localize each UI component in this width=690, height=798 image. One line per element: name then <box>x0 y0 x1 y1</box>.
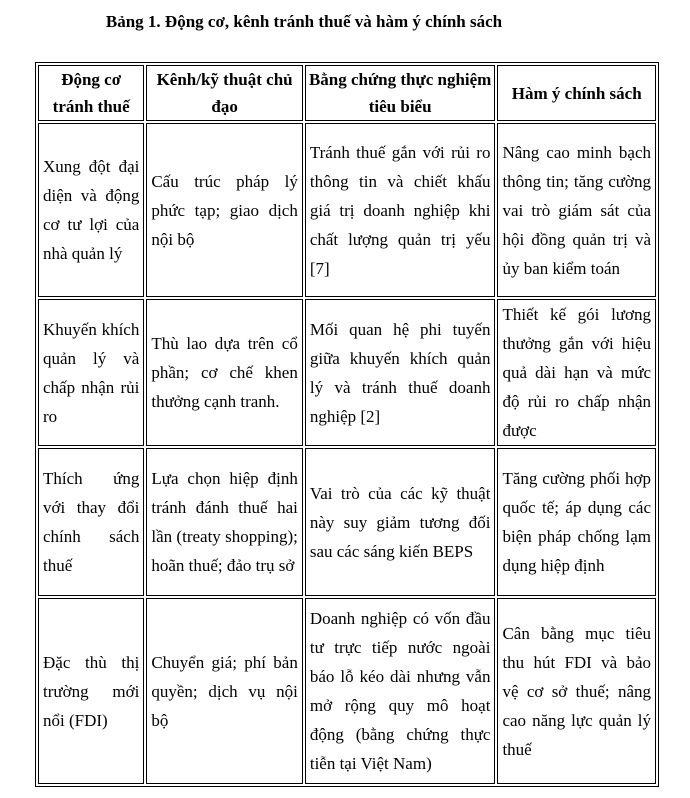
table-row <box>38 123 656 297</box>
header-row <box>38 65 656 121</box>
table-row <box>38 598 656 784</box>
table-cell: Chuyển giá; phí bản quyền; dịch vụ nội bộ <box>146 598 303 784</box>
table-row <box>38 448 656 596</box>
table-cell: Thiết kế gói lương thưởng gắn với hiệu quả dài hạn và mức độ rủi ro chấp nhận được <box>497 299 656 446</box>
table-cell: Khuyến khích quản lý và chấp nhận rủi ro <box>38 299 144 446</box>
column-header-policy: Hàm ý chính sách <box>497 65 656 121</box>
table-cell: Xung đột đại diện và động cơ tư lợi của nhà quản lý <box>38 123 144 297</box>
table-cell: Doanh nghiệp có vốn đầu tư trực tiếp nước ngoài báo lỗ kéo dài nhưng vẫn mở rộng quy mô hoạt động (bằng chứng thực tiễn tại Việt Nam) <box>305 598 496 784</box>
table-cell: Nâng cao minh bạch thông tin; tăng cường vai trò giám sát của hội đồng quản trị và ủy ban kiểm toán <box>497 123 656 297</box>
data-table <box>35 62 659 787</box>
table-cell: Cân bằng mục tiêu thu hút FDI và bảo vệ cơ sở thuế; nâng cao năng lực quản lý thuế <box>497 598 656 784</box>
column-header-motive: Động cơ tránh thuế <box>38 65 144 121</box>
table-cell: Cấu trúc pháp lý phức tạp; giao dịch nội bộ <box>146 123 303 297</box>
table-cell: Thù lao dựa trên cổ phần; cơ chế khen thưởng cạnh tranh. <box>146 299 303 446</box>
table-caption: Bảng 1. Động cơ, kênh tránh thuế và hàm ý chính sách <box>105 12 503 31</box>
column-header-evidence: Bằng chứng thực nghiệm tiêu biểu <box>305 65 496 121</box>
table-cell: Vai trò của các kỹ thuật này suy giảm tương đối sau các sáng kiến BEPS <box>305 448 496 596</box>
column-header-channel: Kênh/kỹ thuật chủ đạo <box>146 65 303 121</box>
table-cell: Tránh thuế gắn với rủi ro thông tin và chiết khấu giá trị doanh nghiệp khi chất lượng quản trị yếu [7] <box>305 123 496 297</box>
table-row <box>38 299 656 446</box>
table-cell: Mối quan hệ phi tuyến giữa khuyến khích quản lý và tránh thuế doanh nghiệp [2] <box>305 299 496 446</box>
table-cell: Thích ứng với thay đổi chính sách thuế <box>38 448 144 596</box>
table-cell: Đặc thù thị trường mới nổi (FDI) <box>38 598 144 784</box>
table-cell: Tăng cường phối hợp quốc tế; áp dụng các biện pháp chống lạm dụng hiệp định <box>497 448 656 596</box>
table-cell: Lựa chọn hiệp định tránh đánh thuế hai lần (treaty shopping); hoãn thuế; đảo trụ sở <box>146 448 303 596</box>
